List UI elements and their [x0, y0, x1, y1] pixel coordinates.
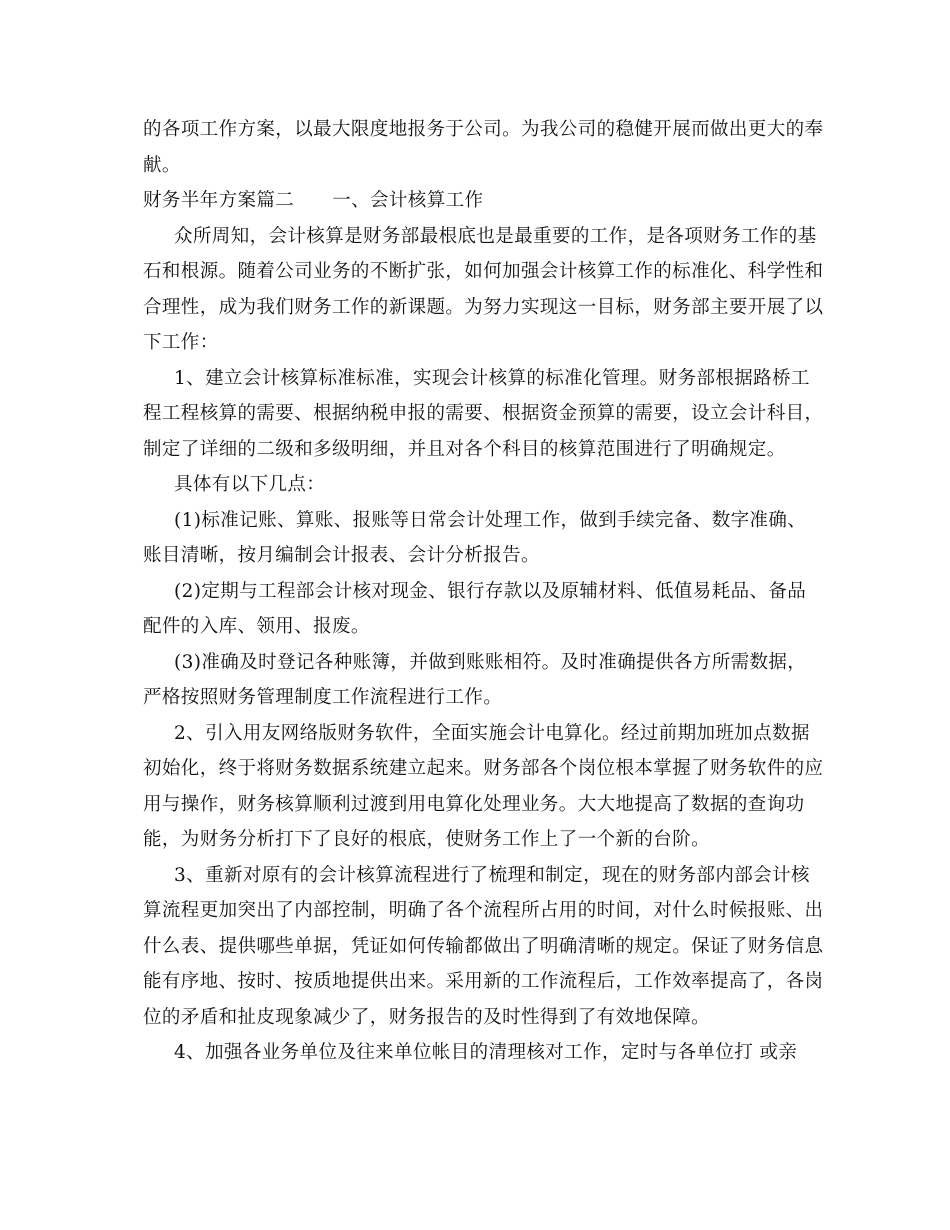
text-line: 配件的入库、领用、报废。 [143, 616, 370, 637]
text-line: (1)标准记账、算账、报账等日常会计处理工作，做到手续完备、数字准确、 [174, 509, 807, 531]
heading-line [143, 183, 815, 219]
text-line: 献。 [143, 154, 181, 176]
document-title: 财务半年方案篇二 [143, 190, 295, 211]
paragraph [143, 716, 824, 858]
text-line: 2、引入用友网络版财务软件，全面实施会计电算化。经过前期加班加点数据 [174, 722, 810, 744]
text-line: 能有序地、按时、按质地提供出来。采用新的工作流程后，工作效率提高了，各岗 [143, 971, 824, 992]
text-line: 的各项工作方案，以最大限度地报务于公司。为我公司的稳健开展而做出更大的奉 [143, 119, 824, 140]
text-line: 账目清晰，按月编制会计报表、会计分析报告。 [143, 545, 540, 566]
text-line: 严格按照财务管理制度工作流程进行工作。 [143, 687, 503, 708]
paragraph [143, 858, 824, 1036]
text-line: 初始化，终于将财务数据系统建立起来。财务部各个岗位根本掌握了财务软件的应 [143, 758, 824, 779]
text-line: (3)准确及时登记各种账簿，并做到账账相符。及时准确提供各方所需数据， [174, 651, 807, 673]
paragraph [143, 503, 815, 574]
paragraph [143, 361, 824, 468]
text-line: 4、加强各业务单位及往来单位帐目的清理核对工作，定时与各单位打 或亲 [174, 1042, 798, 1063]
text-line: (2)定期与工程部会计核对现金、银行存款以及原辅材料、低值易耗品、备品 [174, 580, 807, 602]
section-title: 一、会计核算工作 [332, 190, 484, 211]
paragraph [143, 1035, 815, 1071]
paragraph [143, 467, 815, 503]
text-line: 下工作： [143, 332, 219, 353]
text-line: 众所周知，会计核算是财务部最根底也是最重要的工作，是各项财务工作的基 [174, 225, 817, 247]
paragraph [143, 219, 824, 361]
text-line: 石和根源。随着公司业务的不断扩张，如何加强会计核算工作的标准化、科学性和 [143, 261, 824, 282]
paragraph [143, 574, 815, 645]
text-line: 什么表、提供哪些单据，凭证如何传输都做出了明确清晰的规定。保证了财务信息 [143, 935, 824, 957]
text-line: 程工程核算的需要、根据纳税申报的需要、根据资金预算的需要，设立会计科目， [143, 403, 824, 424]
section-heading [143, 183, 815, 219]
text-line: 用与操作，财务核算顺利过渡到用电算化处理业务。大大地提高了数据的查询功 [143, 793, 805, 815]
text-line: 位的矛盾和扯皮现象减少了，财务报告的及时性得到了有效地保障。 [143, 1006, 711, 1028]
text-line: 1、建立会计核算标准标准，实现会计核算的标准化管理。财务部根据路桥工 [174, 367, 810, 389]
text-line: 具体有以下几点： [174, 474, 326, 495]
paragraph [143, 645, 815, 716]
text-line: 合理性，成为我们财务工作的新课题。为努力实现这一目标，财务部主要开展了以 [143, 296, 824, 318]
text-line: 能，为财务分析打下了良好的根底，使财务工作上了一个新的台阶。 [143, 829, 711, 850]
text-line: 3、重新对原有的会计核算流程进行了梳理和制定，现在的财务部内部会计核 [174, 864, 810, 886]
paragraph [143, 112, 824, 183]
text-line: 制定了详细的二级和多级明细，并且对各个科目的核算范围进行了明确规定。 [143, 438, 786, 460]
document-body [143, 112, 824, 1071]
text-line: 算流程更加突出了内部控制，明确了各个流程所占用的时间，对什么时候报账、出 [143, 900, 824, 921]
